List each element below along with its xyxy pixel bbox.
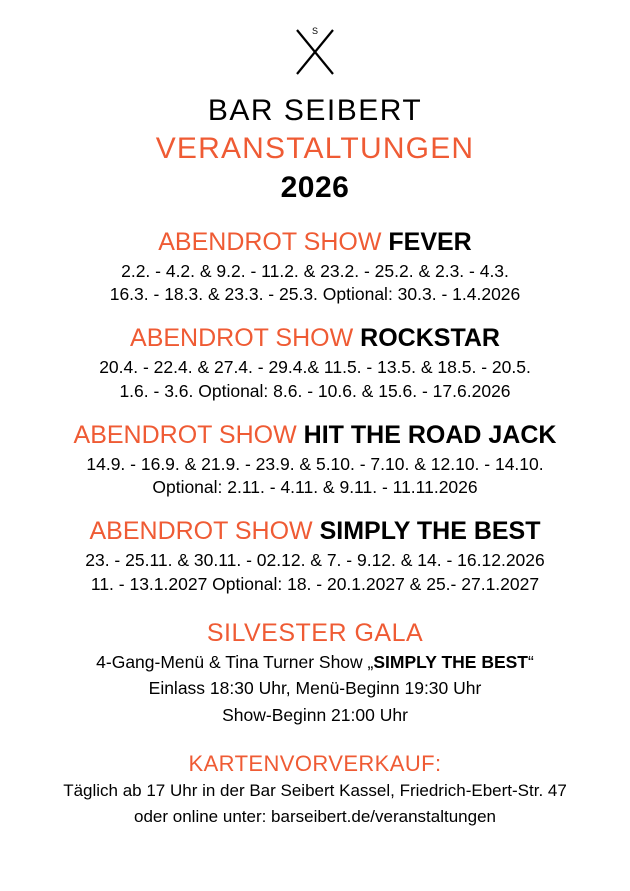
show-heading	[18, 516, 612, 547]
show-date-line: 20.4. - 22.4. & 27.4. - 29.4.& 11.5. - 13.5. & 18.5. - 20.5.	[99, 357, 531, 378]
gala-times-line-1: Einlass 18:30 Uhr, Menü-Beginn 19:30 Uhr	[148, 678, 482, 698]
show-label: ABENDROT SHOW	[73, 420, 297, 449]
show-label: ABENDROT SHOW	[130, 324, 354, 352]
silvester-gala-block	[18, 619, 612, 728]
show-dates	[18, 549, 612, 596]
ticket-sales-title: KARTENVORVERKAUF:	[188, 751, 442, 776]
show-heading	[18, 420, 612, 451]
brand-title: BAR SEIBERT	[207, 94, 423, 127]
ticket-sales-line-2: oder online unter: barseibert.de/veranstaltungen	[134, 806, 496, 826]
show-heading	[18, 227, 612, 258]
poster-year: 2026	[280, 170, 350, 204]
show-block	[18, 420, 612, 501]
show-name: SIMPLY THE BEST	[319, 517, 541, 545]
show-date-line: 14.9. - 16.9. & 21.9. - 23.9. & 5.10. - 7.10. & 12.10. - 14.10.	[86, 453, 544, 474]
gala-title: SILVESTER GALA	[206, 618, 424, 647]
show-label: ABENDROT SHOW	[158, 227, 382, 256]
ticket-sales-line-1: Täglich ab 17 Uhr in der Bar Seibert Kassel, Friedrich-Ebert-Str. 47	[63, 781, 567, 800]
gala-menu-show: SIMPLY THE BEST	[373, 651, 528, 672]
ticket-sales-block	[18, 751, 612, 829]
show-name: FEVER	[388, 227, 472, 256]
show-block	[18, 227, 612, 308]
show-dates	[18, 260, 612, 307]
show-dates	[18, 356, 612, 403]
show-date-line: Optional: 2.11. - 4.11. & 9.11. - 11.11.2026	[152, 477, 478, 498]
gala-menu-line	[18, 650, 612, 675]
gala-menu-prefix: 4-Gang-Menü & Tina Turner Show „	[96, 651, 374, 672]
show-name: ROCKSTAR	[360, 324, 500, 352]
show-date-line: 2.2. - 4.2. & 9.2. - 11.2. & 23.2. - 25.2. & 2.3. - 4.3.	[121, 260, 509, 281]
poster-subtitle: VERANSTALTUNGEN	[155, 131, 475, 165]
show-dates	[18, 453, 612, 500]
show-list	[18, 227, 612, 613]
show-heading	[18, 323, 612, 354]
show-date-line: 11. - 13.1.2027 Optional: 18. - 20.1.2027 & 25.- 27.1.2027	[90, 573, 540, 594]
svg-text:S: S	[311, 26, 319, 36]
gala-menu-suffix: “	[528, 651, 534, 672]
show-date-line: 16.3. - 18.3. & 23.3. - 25.3. Optional: 30.3. - 1.4.2026	[109, 284, 521, 305]
show-date-line: 1.6. - 3.6. Optional: 8.6. - 10.6. & 15.6. - 17.6.2026	[119, 380, 511, 401]
crossed-whisks-logo	[285, 22, 345, 80]
show-block	[18, 516, 612, 597]
show-block	[18, 323, 612, 404]
show-name: HIT THE ROAD JACK	[303, 420, 557, 449]
show-label: ABENDROT SHOW	[89, 517, 313, 545]
show-date-line: 23. - 25.11. & 30.11. - 02.12. & 7. - 9.12. & 14. - 16.12.2026	[85, 550, 545, 571]
gala-times-line-2: Show-Beginn 21:00 Uhr	[222, 704, 408, 725]
